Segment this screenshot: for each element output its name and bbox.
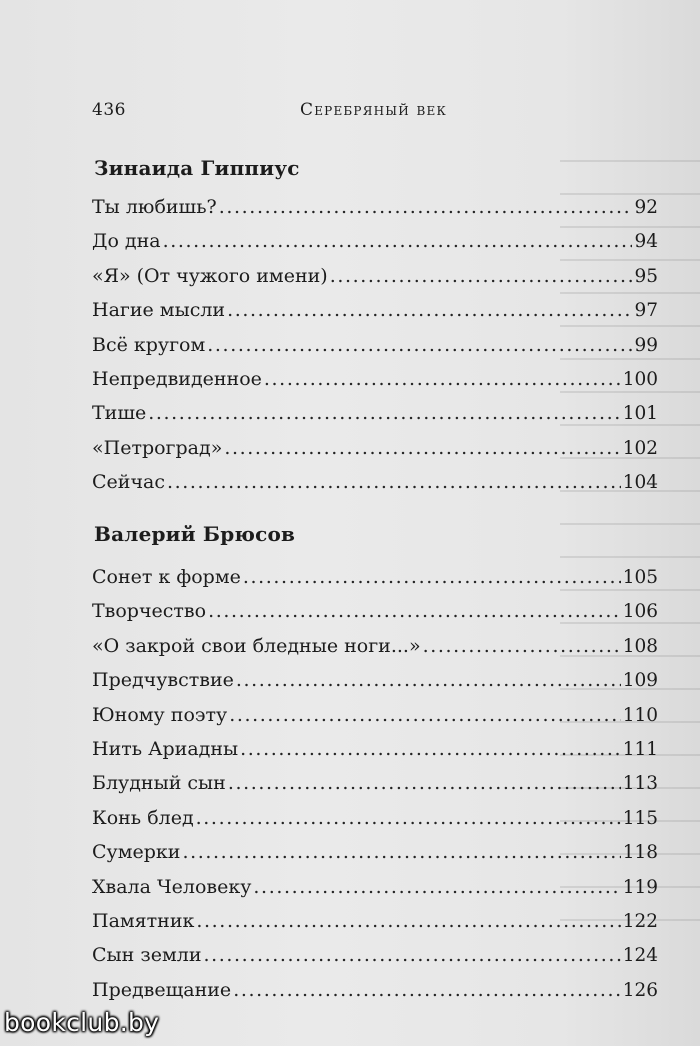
toc-entry-title: «О закрой свои бледные ноги...» — [92, 634, 421, 657]
leader-dots — [423, 629, 621, 663]
toc-entry-page: 109 — [622, 670, 658, 692]
toc-entry — [92, 560, 658, 594]
page-number: 436 — [92, 100, 126, 120]
toc-entry — [92, 732, 658, 766]
toc-entry — [92, 328, 658, 362]
leader-dots — [182, 835, 620, 869]
leader-dots — [224, 431, 620, 465]
toc-entry — [92, 190, 658, 224]
toc-entry-title: Всё кругом — [92, 333, 206, 356]
toc-entry-title: Памятник — [92, 909, 195, 932]
leader-dots — [240, 732, 621, 766]
toc-entry-title: Творчество — [92, 600, 207, 623]
toc-entry-title: Предчувствие — [92, 669, 234, 692]
leader-dots — [243, 560, 621, 594]
toc-entry — [92, 293, 658, 327]
toc-entry — [92, 465, 658, 499]
leader-dots — [207, 328, 632, 362]
toc-entry-page: 105 — [622, 567, 658, 588]
leader-dots — [264, 362, 621, 396]
leader-dots — [253, 870, 620, 904]
toc-entry — [92, 904, 658, 938]
toc-entry — [92, 835, 658, 869]
toc-entry — [92, 973, 658, 1007]
toc-entry-title: Тише — [92, 402, 147, 425]
toc-list-bryusov — [92, 560, 658, 1007]
toc-entry-title: Сейчас — [92, 471, 165, 494]
toc-entry-page: 101 — [622, 403, 658, 425]
toc-entry-page: 118 — [622, 842, 658, 864]
section-title-bryusov: Валерий Брюсов — [94, 522, 296, 546]
toc-entry-page: 97 — [634, 300, 658, 322]
toc-entry-title: Ты любишь? — [92, 196, 217, 218]
toc-entry-title: Сын земли — [92, 944, 202, 967]
running-title: Серебряный век — [300, 100, 447, 120]
toc-entry-page: 126 — [622, 979, 658, 1001]
toc-entry — [92, 766, 658, 800]
toc-entry-page: 102 — [622, 437, 658, 459]
leader-dots — [148, 396, 620, 430]
section-title-gippius: Зинаида Гиппиус — [94, 156, 300, 180]
toc-entry — [92, 938, 658, 972]
leader-dots — [227, 293, 632, 327]
toc-entry-title: Непредвиденное — [92, 367, 262, 390]
leader-dots — [236, 663, 621, 697]
toc-entry-page: 119 — [622, 876, 658, 898]
toc-entry-page: 122 — [622, 910, 658, 932]
toc-entry-page: 108 — [622, 635, 658, 657]
toc-entry-page: 92 — [634, 197, 658, 218]
leader-dots — [208, 594, 621, 628]
toc-entry-title: Нить Ариадны — [92, 737, 239, 760]
toc-entry-page: 106 — [622, 601, 658, 623]
toc-entry-title: До дна — [92, 230, 161, 253]
toc-list-gippius — [92, 190, 658, 500]
toc-entry-page: 110 — [622, 704, 658, 726]
toc-entry — [92, 698, 658, 732]
leader-dots — [229, 698, 620, 732]
page-header — [92, 100, 652, 130]
toc-entry-page: 113 — [622, 773, 658, 795]
toc-entry-title: «Я» (От чужого имени) — [92, 264, 328, 287]
toc-entry-title: Блудный сын — [92, 772, 226, 795]
toc-entry — [92, 224, 658, 258]
toc-entry-title: Сумерки — [92, 841, 181, 864]
toc-entry-title: Предвещание — [92, 978, 232, 1001]
leader-dots — [219, 190, 633, 224]
toc-entry-page: 111 — [622, 738, 658, 760]
toc-entry-page: 95 — [634, 265, 658, 287]
toc-entry — [92, 259, 658, 293]
toc-entry-title: Хвала Человеку — [92, 875, 252, 898]
toc-entry-page: 115 — [622, 807, 658, 829]
leader-dots — [203, 938, 620, 972]
leader-dots — [167, 465, 621, 499]
leader-dots — [228, 766, 621, 800]
leader-dots — [330, 259, 633, 293]
toc-entry — [92, 663, 658, 697]
toc-entry — [92, 629, 658, 663]
toc-entry — [92, 801, 658, 835]
watermark: bookclub.by — [4, 1008, 160, 1037]
toc-entry-page: 124 — [622, 945, 658, 967]
toc-entry-title: Сонет к форме — [92, 566, 241, 588]
toc-entry — [92, 431, 658, 465]
toc-entry-title: Юному поэту — [92, 703, 228, 726]
toc-entry-page: 94 — [634, 231, 658, 253]
leader-dots — [196, 904, 620, 938]
toc-entry-page: 100 — [622, 368, 658, 390]
leader-dots — [233, 973, 621, 1007]
toc-entry — [92, 396, 658, 430]
toc-entry-title: «Петроград» — [92, 436, 223, 459]
leader-dots — [163, 224, 633, 258]
toc-entry — [92, 594, 658, 628]
toc-entry — [92, 870, 658, 904]
toc-entry — [92, 362, 658, 396]
toc-entry-page: 104 — [622, 472, 658, 494]
toc-entry-title: Конь блед — [92, 806, 194, 829]
toc-entry-page: 99 — [634, 334, 658, 356]
toc-entry-title: Нагие мысли — [92, 299, 226, 322]
leader-dots — [196, 801, 621, 835]
